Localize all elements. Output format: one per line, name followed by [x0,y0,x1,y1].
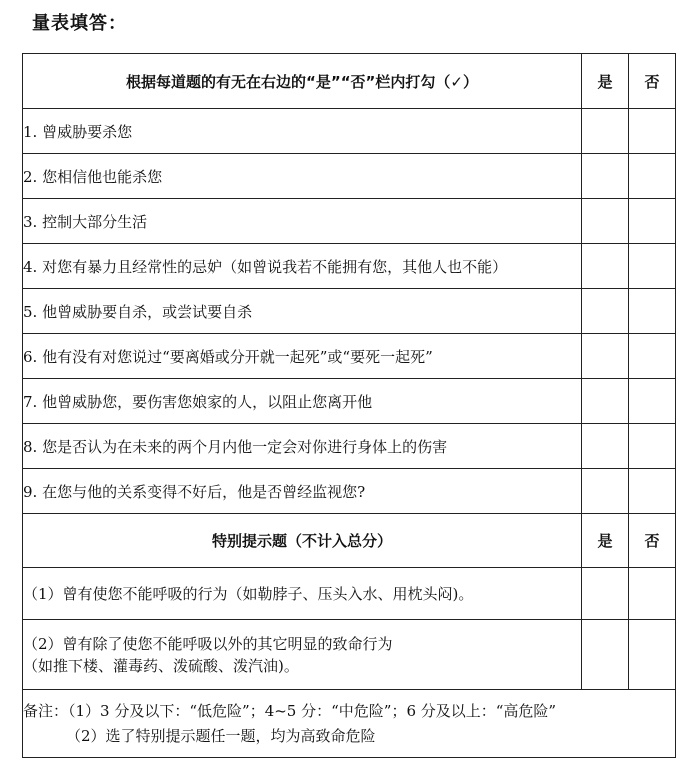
question-1-no-cell[interactable] [629,109,676,154]
question-3-no-cell[interactable] [629,199,676,244]
special-item-1: （1）曾有使您不能呼吸的行为（如勒脖子、压头入水、用枕头闷)。 [23,568,582,620]
special-section-title: 特别提示题（不计入总分） [23,514,582,568]
question-7: 7. 他曾威胁您，要伤害您娘家的人，以阻止您离开他 [23,379,582,424]
instruction-header: 根据每道题的有无在右边的“是”“否”栏内打勾（✓） [23,54,582,109]
question-3-yes-cell[interactable] [582,199,629,244]
special-1-yes-cell[interactable] [582,568,629,620]
question-1-yes-cell[interactable] [582,109,629,154]
special-item-2 [23,620,582,690]
no-column-header: 否 [629,54,676,109]
special-no-header: 否 [629,514,676,568]
question-5-no-cell[interactable] [629,289,676,334]
special-yes-header: 是 [582,514,629,568]
question-7-yes-cell[interactable] [582,379,629,424]
question-row [23,109,676,154]
special-item-2-line-1: （2）曾有除了使您不能呼吸以外的其它明显的致命行为 [23,634,393,653]
question-3: 3. 控制大部分生活 [23,199,582,244]
question-row [23,334,676,379]
question-5-yes-cell[interactable] [582,289,629,334]
question-row [23,199,676,244]
special-header-row [23,514,676,568]
question-4-no-cell[interactable] [629,244,676,289]
special-1-no-cell[interactable] [629,568,676,620]
question-4-yes-cell[interactable] [582,244,629,289]
question-8-yes-cell[interactable] [582,424,629,469]
question-row [23,289,676,334]
question-2-no-cell[interactable] [629,154,676,199]
question-7-no-cell[interactable] [629,379,676,424]
question-row [23,154,676,199]
question-2: 2. 您相信他也能杀您 [23,154,582,199]
note-line-1: 备注：（1）3 分及以下：“低危险”；4~5 分：“中危险”；6 分及以上：“高危险” [23,701,557,720]
question-8-no-cell[interactable] [629,424,676,469]
question-2-yes-cell[interactable] [582,154,629,199]
question-1: 1. 曾威胁要杀您 [23,109,582,154]
question-6: 6. 他有没有对您说过“要离婚或分开就一起死”或“要死一起死” [23,334,582,379]
header-row [23,54,676,109]
question-row [23,469,676,514]
special-row [23,620,676,690]
special-item-2-line-2: （如推下楼、灌毒药、泼硫酸、泼汽油)。 [23,656,299,675]
special-row [23,568,676,620]
notes-cell [23,690,676,758]
notes-row [23,690,676,758]
assessment-table [22,53,676,758]
question-row [23,379,676,424]
question-row [23,424,676,469]
question-9-yes-cell[interactable] [582,469,629,514]
question-row [23,244,676,289]
note-line-2: （2）选了特别提示题任一题，均为高致命危险 [66,726,376,745]
special-2-yes-cell[interactable] [582,620,629,690]
question-8: 8. 您是否认为在未来的两个月内他一定会对你进行身体上的伤害 [23,424,582,469]
page-title: 量表填答： [32,13,127,34]
question-9: 9. 在您与他的关系变得不好后，他是否曾经监视您? [23,469,582,514]
question-6-yes-cell[interactable] [582,334,629,379]
special-2-no-cell[interactable] [629,620,676,690]
question-6-no-cell[interactable] [629,334,676,379]
question-5: 5. 他曾威胁要自杀，或尝试要自杀 [23,289,582,334]
yes-column-header: 是 [582,54,629,109]
question-4: 4. 对您有暴力且经常性的忌妒（如曾说我若不能拥有您，其他人也不能） [23,244,582,289]
question-9-no-cell[interactable] [629,469,676,514]
